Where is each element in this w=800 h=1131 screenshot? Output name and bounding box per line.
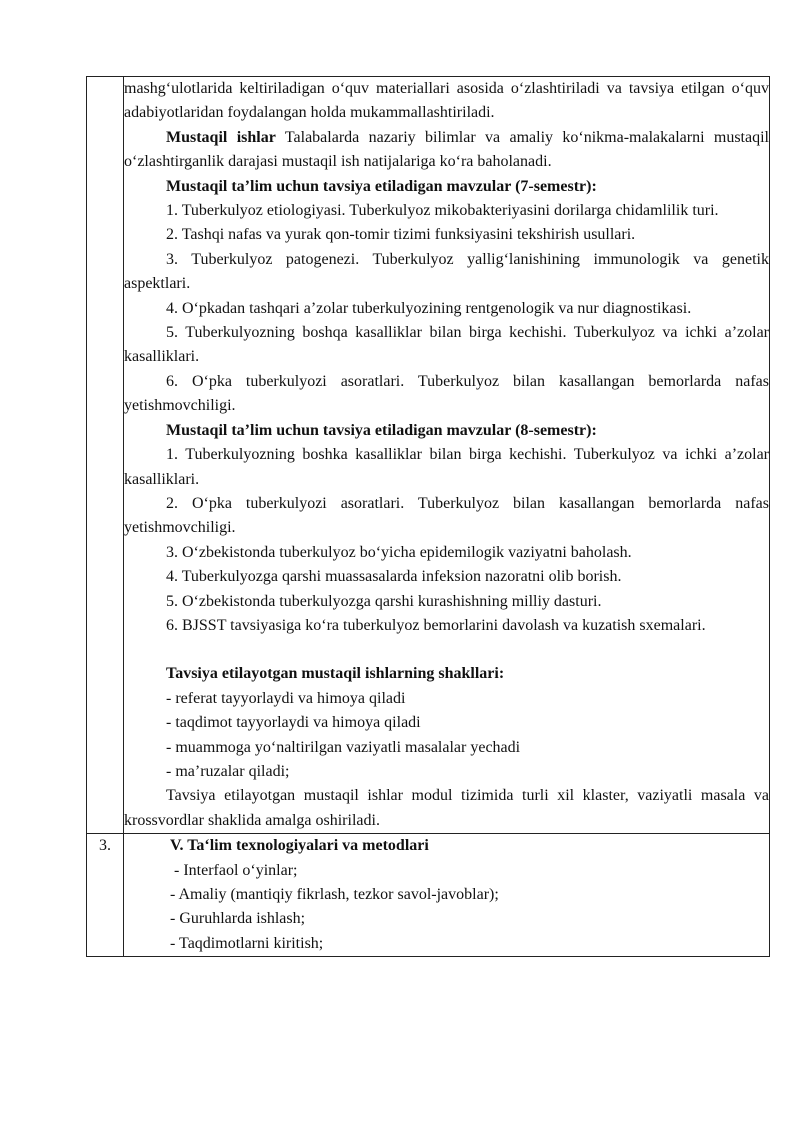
list-item: 2. Tashqi nafas va yurak qon-tomir tizimi funksiyasini tekshirish usullari. (166, 226, 636, 244)
table-row (87, 834, 770, 957)
list-item: - taqdimot tayyorlaydi va himoya qiladi (166, 714, 421, 732)
list-item: 3. Oʻzbekistonda tuberkulyoz boʻyicha epidemilogik vaziyatni baholash. (166, 543, 632, 561)
list-item: 5. Tuberkulyozning boshqa kasalliklar bilan birga kechishi. Tuberkulyoz va ichki a’zolar kasalliklari. (124, 324, 769, 366)
blank-line (124, 638, 769, 662)
list-item: - referat tayyorlaydi va himoya qiladi (166, 689, 406, 707)
table-row (87, 77, 770, 834)
list-item: 4. Oʻpkadan tashqari a’zolar tuberkulyozining rentgenologik va nur diagnostikasi. (166, 299, 692, 317)
list-item: 6. BJSST tavsiyasiga koʻra tuberkulyoz bemorlarini davolash va kuzatish sxemalari. (166, 616, 706, 634)
list-item: 4. Tuberkulyozga qarshi muassasalarda infeksion nazoratni olib borish. (166, 568, 622, 586)
section-heading: V. Taʻlim texnologiyalari va metodlari (170, 837, 429, 855)
list-item: 6. Oʻpka tuberkulyozi asoratlari. Tuberkulyoz bilan kasallangan bemorlarda nafas yetishmovchiligi. (124, 372, 769, 415)
list-item: 1. Tuberkulyoz etiologiyasi. Tuberkulyoz mikobakteriyasini dorilarga chidamlilik turi. (166, 202, 719, 220)
row-content-cell (124, 77, 770, 834)
sem7-heading: Mustaqil ta’lim uchun tavsiya etiladigan mavzular (7-semestr): (166, 177, 597, 195)
list-item: - Guruhlarda ishlash; (170, 910, 306, 928)
curriculum-table (86, 76, 770, 957)
list-item: - Interfaol oʻyinlar; (174, 861, 298, 879)
mustaqil-ishlar-label: Mustaqil ishlar (166, 128, 276, 146)
closing-paragraph: Tavsiya etilayotgan mustaqil ishlar modul tizimida turli xil klaster, vaziyatli masala va krossvordlar shaklida amalga oshiriladi. (124, 787, 769, 829)
list-item: 1. Tuberkulyozning boshka kasalliklar bilan birga kechishi. Tuberkulyoz va ichki a’zolar kasalliklari. (124, 446, 769, 488)
forms-heading: Tavsiya etilayotgan mustaqil ishlarning shakllari: (166, 665, 505, 683)
row-content-cell (124, 834, 770, 957)
row-number-cell-empty (87, 77, 124, 834)
list-item: 5. Oʻzbekistonda tuberkulyozga qarshi kurashishning milliy dasturi. (166, 592, 602, 610)
mustaqil-ishlar-text: Talabalarda nazariy bilimlar va amaliy koʻnikma-malakalarni mustaqil oʻzlashtirganlik darajasi mustaqil ish natijalariga koʻra baholanadi. (124, 128, 769, 171)
list-item: 2. Oʻpka tuberkulyozi asoratlari. Tuberkulyoz bilan kasallangan bemorlarda nafas yetishmovchiligi. (124, 494, 769, 537)
list-item: - muammoga yoʻnaltirilgan vaziyatli masalalar yechadi (166, 738, 521, 756)
list-item: 3. Tuberkulyoz patogenezi. Tuberkulyoz yalligʻlanishining immunologik va genetik aspektlari. (124, 250, 769, 293)
sem8-heading: Mustaqil ta’lim uchun tavsiya etiladigan mavzular (8-semestr): (166, 421, 597, 439)
intro-paragraph: mashgʻulotlarida keltiriladigan oʻquv materiallari asosida oʻzlashtiriladi va tavsiya etilgan oʻquv adabiyotlaridan foydalangan holda mukammallashtiriladi. (124, 80, 769, 122)
list-item: - Amaliy (mantiqiy fikrlash, tezkor savol-javoblar); (170, 886, 499, 903)
list-item: - Taqdimotlarni kiritish; (170, 934, 324, 952)
row-number-cell: 3. (87, 834, 124, 957)
mustaqil-ishlar-paragraph (124, 126, 769, 175)
list-item: - ma’ruzalar qiladi; (166, 762, 290, 780)
